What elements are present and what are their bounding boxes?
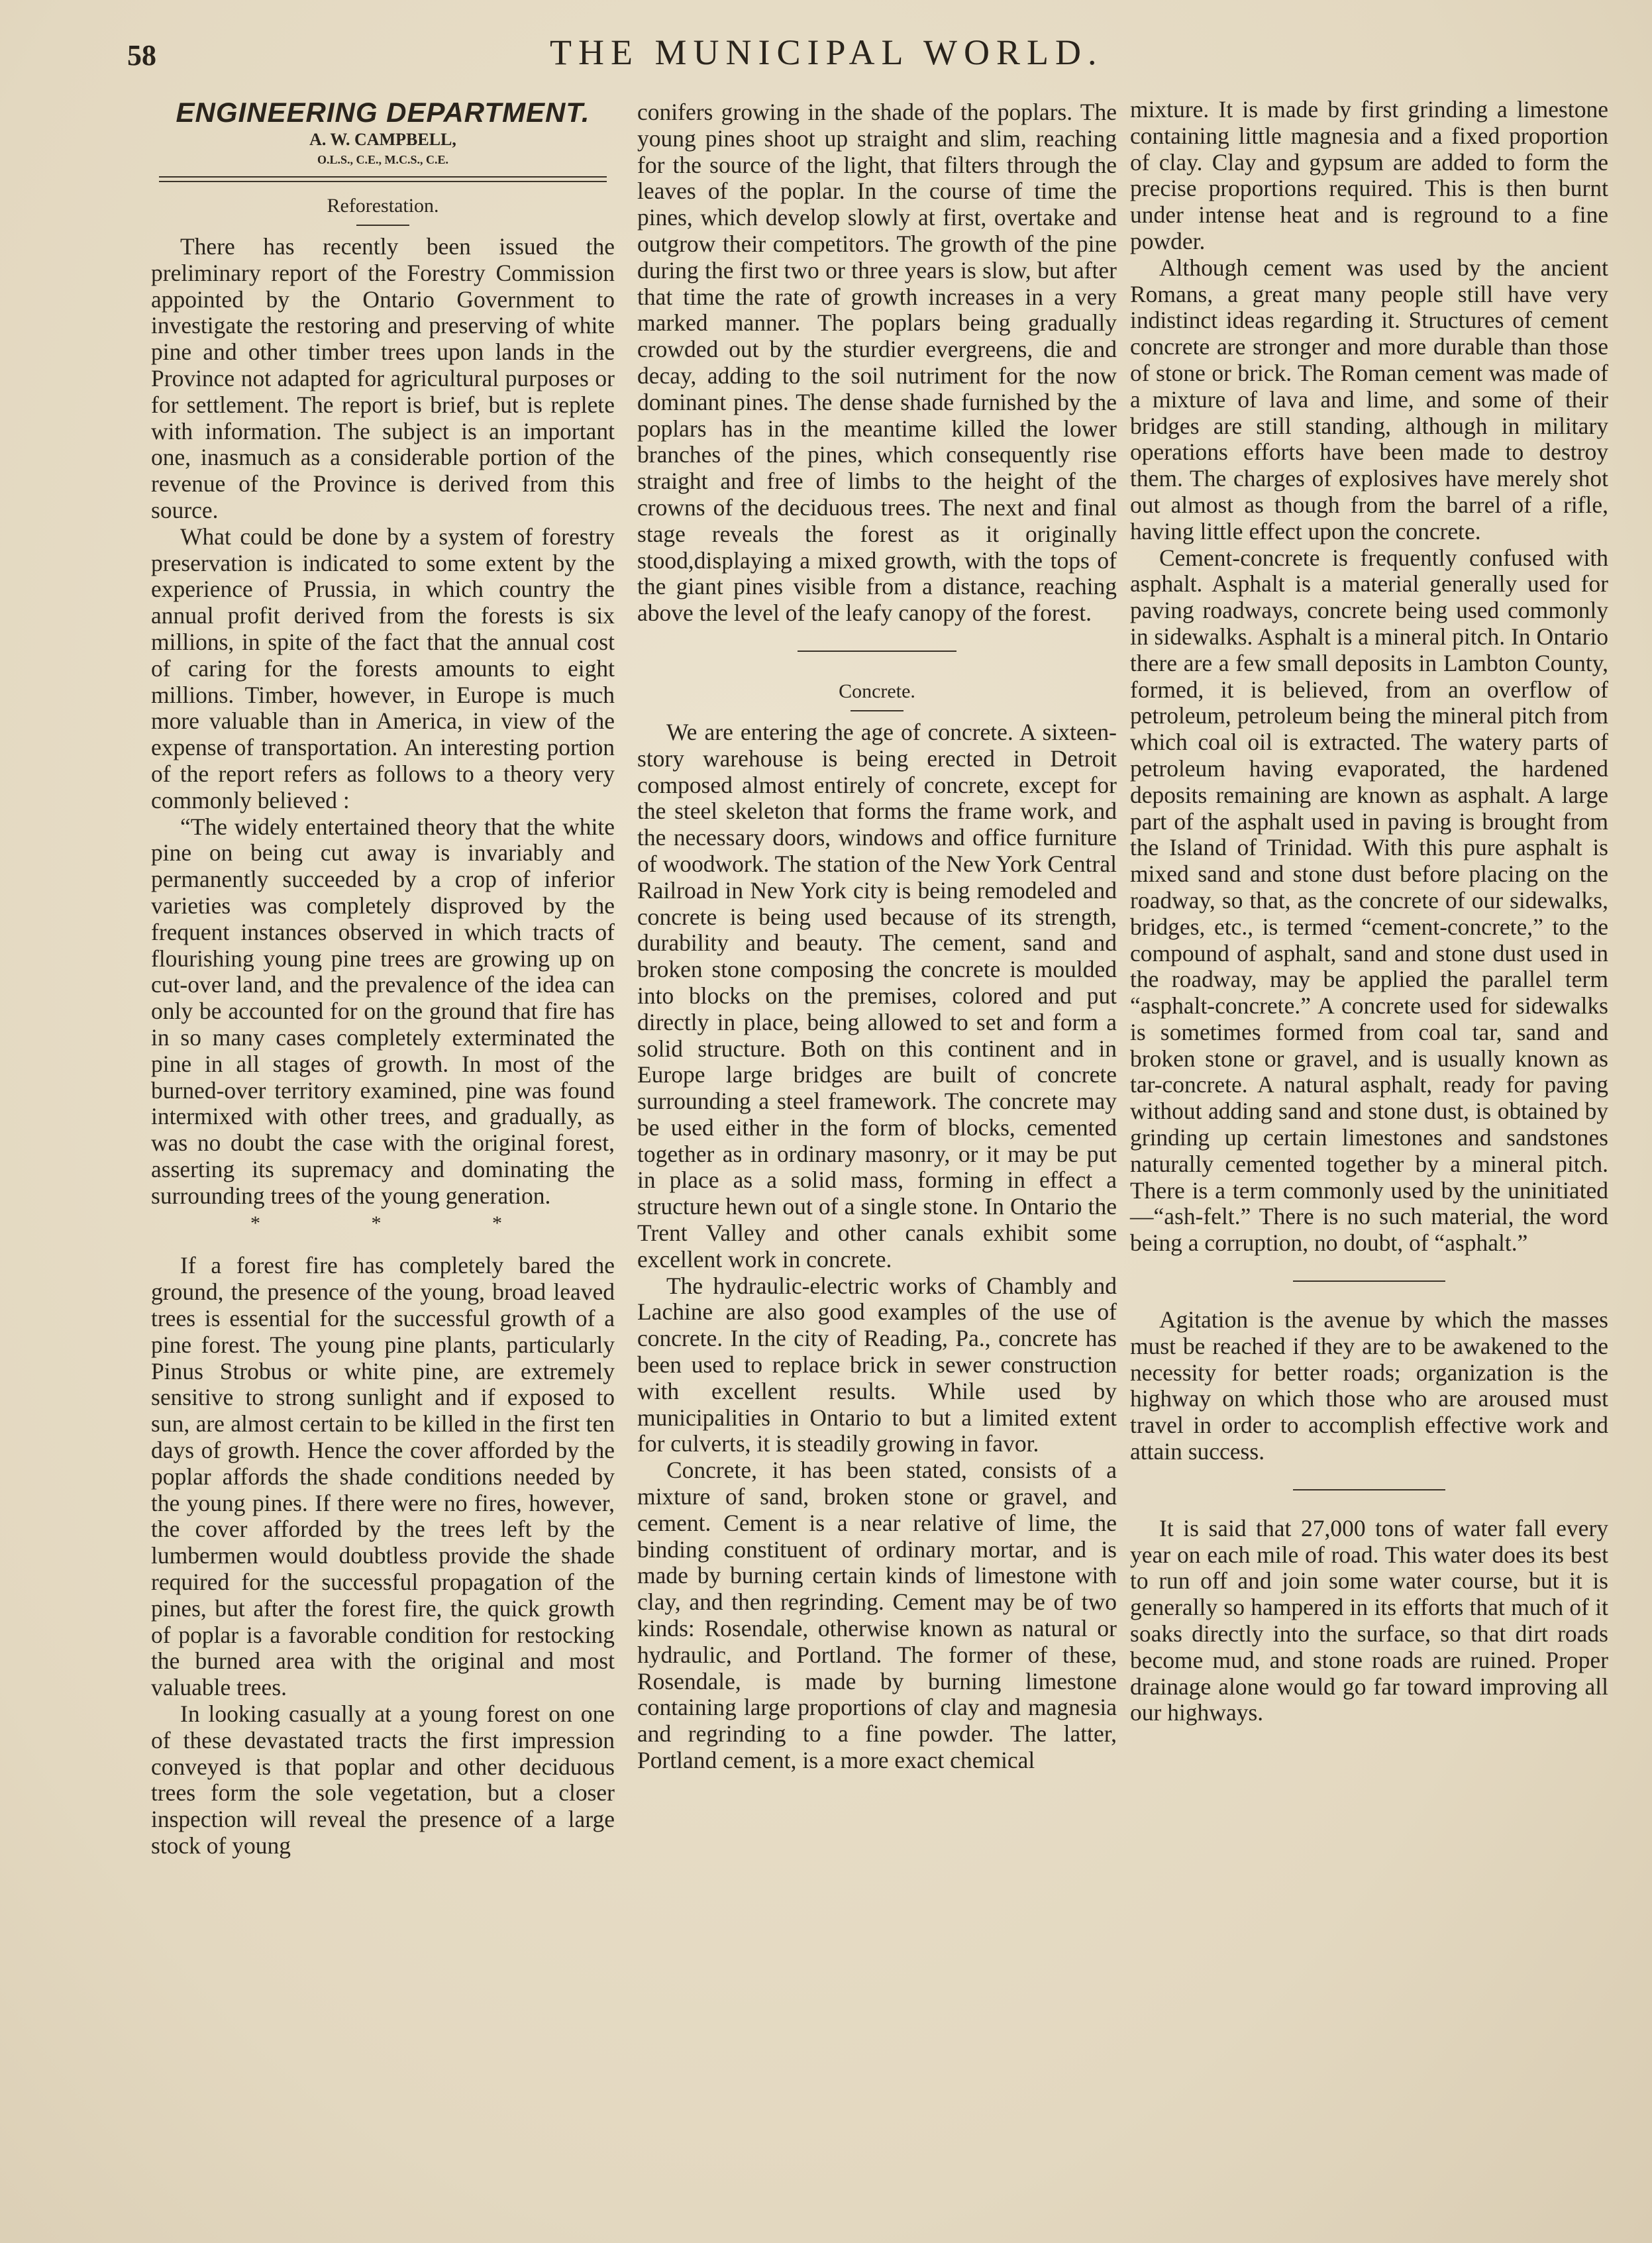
department-title: ENGINEERING DEPARTMENT. [176, 97, 590, 128]
concrete-paragraph-3: Concrete, it has been stated, consists of a mixture of sand, broken stone or gravel, and cement. Cement is a near relative of lime, the binding constituent of ordinary mortar, and is made by burning certain kinds of limestone with clay, and then regrinding. Cement may be of two kinds: Rosendale, otherwise known as natural or hydraulic, and Portland. The former of these, Rosendale, is made by burning limestone containing large proportions of clay and magnesia and regrinding to a fine powder. The latter, Portland cement, is a more exact chemical [637, 1457, 1117, 1774]
reforestation-heading: Reforestation. [327, 195, 439, 217]
concrete-paragraph-6: Cement-concrete is frequently confused with asphalt. Asphalt is a material generally used for paving roadways, concrete being used commonly in sidewalks. Asphalt is a mineral pitch. In Ontario there are a few small deposits in Lambton County, formed, it is believed, from an overflow of petroleum, petroleum being the mineral pitch from which coal oil is extracted. The watery parts of petroleum having evaporated, the hardened deposits remaining are known as asphalt. A large part of the asphalt used in paving is brought from the Island of Trinidad. With this pure asphalt is mixed sand and stone dust before placing on the roadway, so that, as the concrete of our sidewalks, bridges, etc., is termed “cement-concrete,” to the compound of asphalt, sand and stone dust used in the roadway, may be applied the parallel term “asphalt-concrete.” A concrete used for sidewalks is sometimes formed from coal tar, sand and broken stone or gravel, and is usually known as tar-concrete. A natural asphalt, ready for paving without adding sand and stone dust, is obtained by grinding up certain limestones and sandstones naturally cemented together by a mineral pitch. There is a term commonly used by the uninitiated—“ash-felt.” There is no such material, the word being a corruption, no doubt, of “asphalt.” [1130, 544, 1608, 1257]
double-rule-divider [159, 176, 607, 182]
concrete-paragraph-1: We are entering the age of concrete. A sixteen-story warehouse is being erected in Detroit composed almost entirely of concrete, except for the steel skeleton that forms the frame work, and the necessary doors, windows and office furniture of woodwork. The station of the New York Central Railroad in New York city is being remodeled and concrete is being used because of its strength, durability and beauty. The cement, sand and broken stone composing the concrete is moulded into blocks on the premises, colored and put directly in place, being allowed to set and form a solid structure. Both on this continent and in Europe large bridges are built of concrete surrounding a steel framework. The concrete may be used either in the form of blocks, cemented together as in ordinary masonry, or it may be put in place as a solid mass, forming in effect a structure hewn out of a single stone. In Ontario the Trent Valley and other canals exhibit some excellent work in concrete. [637, 718, 1117, 1273]
author-credentials: O.L.S., C.E., M.C.S., C.E. [317, 153, 449, 166]
concrete-paragraph-4: mixture. It is made by first grinding a limestone containing little magnesia and a fixed proportion of clay. Clay and gypsum are added to form the precise proportions required. This is then burnt under intense heat and is reground to a fine powder. [1130, 96, 1608, 254]
reforestation-paragraph-3: “The widely entertained theory that the white pine on being cut away is invariably and permanently succeeded by a crop of inferior varieties was completely disproved by the frequent instances observed in which tracts of flourishing young pine trees are growing up on cut-over land, and the prevalence of the idea can only be accounted for on the ground that fire has in so many cases completely exterminated the pine in all stages of growth. In most of the burned-over territory examined, pine was found intermixed with other trees, and gradually, as was no doubt the case with the original forest, asserting its supremacy and dominating the surrounding trees of the young generation. [151, 813, 615, 1209]
column-2 [637, 99, 1117, 1774]
concrete-paragraph-5: Although cement was used by the ancient Romans, a great many people still have very indistinct ideas regarding it. Structures of cement concrete are stronger and more durable than those of stone or brick. The Roman cement was made of a mixture of lava and lime, and some of their bridges are still standing, although in military operations efforts have been made to destroy them. The charges of explosives have merely shot out almost as though from the barrel of a rifle, having little effect upon the concrete. [1130, 254, 1608, 545]
author-name: A. W. CAMPBELL, [309, 130, 456, 149]
drainage-paragraph: It is said that 27,000 tons of water fall every year on each mile of road. This water does its best to run off and join some water course, but it is generally so hampered in its efforts that much of it soaks directly into the surface, so that dirt roads become mud, and stone roads are ruined. Proper drainage alone would go far toward improving all our highways. [1130, 1514, 1608, 1726]
section-divider [1293, 1489, 1445, 1490]
page-number: 58 [127, 39, 156, 72]
agitation-paragraph: Agitation is the avenue by which the masses must be reached if they are to be awakened to the necessity for better roads; organization is the highway on which those who are aroused must travel in order to accomplish effective work and attain success. [1130, 1306, 1608, 1465]
short-rule-divider [356, 225, 409, 226]
column-3 [1130, 97, 1608, 1726]
reforestation-paragraph-4: If a forest fire has completely bared the ground, the presence of the young, broad leaved trees is essential for the successful growth of a pine forest. The young pine plants, particularly Pinus Strobus or white pine, are extremely sensitive to strong sunlight and if exposed to sun, are almost certain to be killed in the first ten days of growth. Hence the cover afforded by the poplar affords the shade conditions needed by the young pines. If there were no fires, however, the cover afforded by the trees left by the lumbermen would doubtless provide the shade required for the successful propagation of the pines, but after the forest fire, the quick growth of poplar is a favorable condition for restocking the burned area with the original and most valuable trees. [151, 1252, 615, 1701]
reforestation-paragraph-6: conifers growing in the shade of the poplars. The young pines shoot up straight and slim, reaching for the source of the light, that filters through the leaves of the poplar. In the course of time the pines, which develop slowly at first, overtake and outgrow their competitors. The growth of the pine during the first two or three years is slow, but after that time the rate of growth increases in a very marked manner. The poplars being gradually crowded out by the sturdier evergreens, die and decay, adding to the soil nutriment for the now dominant pines. The dense shade furnished by the poplars has in the meantime killed the lower branches of the pines, which consequently rise straight and free of limbs to the height of the crowns of the deciduous trees. The next and final stage reveals the forest as it originally stood,displaying a mixed growth, with the tops of the giant pines visible from a distance, reaching above the level of the leafy canopy of the forest. [637, 99, 1117, 627]
running-head: THE MUNICIPAL WORLD. [550, 32, 1104, 72]
reforestation-paragraph-2: What could be done by a system of forestry preservation is indicated to some extent by the experience of Prussia, in which country the annual profit derived from the forests is six millions, in spite of the fact that the annual cost of caring for the forests amounts to eight millions. Timber, however, in Europe is much more valuable than in America, in view of the expense of transportation. An interesting portion of the report refers as follows to a theory very commonly believed : [151, 523, 615, 813]
section-divider [1293, 1280, 1445, 1282]
column-1 [151, 97, 615, 1859]
reforestation-paragraph-5: In looking casually at a young forest on one of these devastated tracts the first impression conveyed is that poplar and other deciduous trees form the sole vegetation, but a closer inspection will reveal the presence of a large stock of young [151, 1700, 615, 1859]
section-divider [798, 651, 956, 652]
concrete-paragraph-2: The hydraulic-electric works of Chambly and Lachine are also good examples of the use of concrete. In the city of Reading, Pa., concrete has been used to replace brick in sewer construction with excellent results. While used by municipalities in Ontario to but a limited extent for culverts, it is steadily growing in favor. [637, 1272, 1117, 1457]
short-rule-divider [851, 710, 903, 711]
concrete-heading: Concrete. [839, 680, 915, 702]
section-stars: * * * [250, 1212, 555, 1235]
reforestation-paragraph-1: There has recently been issued the preliminary report of the Forestry Commission appointed by the Ontario Government to investigate the restoring and preserving of white pine and other timber trees upon lands in the Province not adapted for agricultural purposes or for settlement. The report is brief, but is replete with information. The subject is an important one, inasmuch as a considerable portion of the revenue of the Province is derived from this source. [151, 233, 615, 523]
